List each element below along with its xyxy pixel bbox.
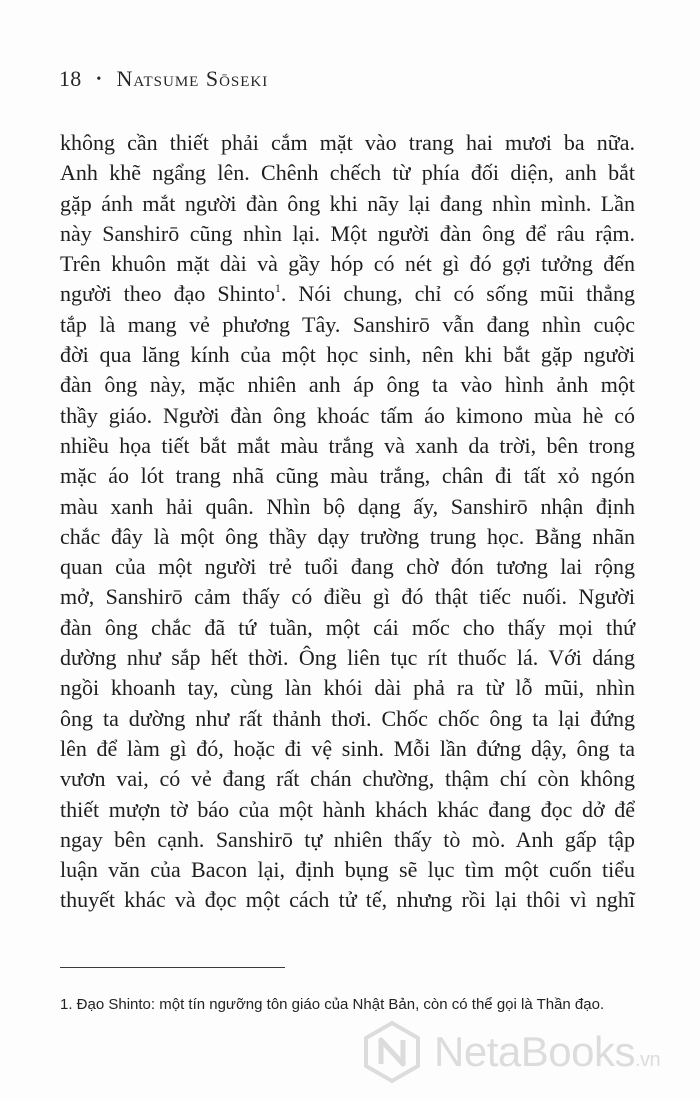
watermark-brand: NetaBooks	[434, 1028, 635, 1075]
watermark-text	[434, 1028, 660, 1076]
body-line: đàn ông này, mặc nhiên anh áp ông ta vào hình ảnh một	[60, 372, 635, 398]
body-line: mặc áo lót trang nhã cũng màu trắng, chân đi tất xỏ ngón	[60, 463, 635, 489]
body-line: thầy giáo. Người đàn ông khoác tấm áo kimono mùa hè có	[60, 402, 635, 428]
watermark	[360, 1020, 660, 1084]
body-line: ngay bên cạnh. Sanshirō tự nhiên thấy tò mò. Anh gấp tập	[60, 826, 635, 852]
footnote-reference: 1	[274, 281, 281, 296]
author-name: Natsume Sōseki	[116, 66, 269, 91]
body-line: mở, Sanshirō cảm thấy có điều gì đó thật tiếc nuối. Người	[60, 584, 635, 610]
body-line: Anh khẽ ngẩng lên. Chênh chếch từ phía đối diện, anh bắt	[60, 160, 635, 186]
body-line: gặp ánh mắt người đàn ông khi nãy lại đang nhìn mình. Lần	[60, 190, 635, 216]
body-line: Trên khuôn mặt dài và gầy hóp có nét gì đó gợi tưởng đến	[60, 251, 635, 277]
body-line: thiết mượn tờ báo của một hành khách khác đang đọc dở để	[60, 796, 635, 822]
body-line-fragment: người theo đạo Shinto	[60, 281, 275, 307]
body-line: lên để làm gì đó, hoặc đi vệ sinh. Mỗi lần đứng dậy, ông ta	[60, 735, 635, 761]
body-line: đàn ông chắc đã tứ tuần, một cái mốc cho thấy mọi thứ	[60, 614, 635, 640]
netabooks-logo-icon	[360, 1020, 424, 1084]
body-line: quan của một người trẻ tuổi đang chờ đón tương lai rộng	[60, 554, 635, 580]
body-line: không cần thiết phải cắm mặt vào trang hai mươi ba nữa.	[60, 130, 635, 155]
body-line: nhiều họa tiết bắt mắt màu trắng và xanh da trời, bên trong	[60, 432, 635, 458]
body-line: ông ta dường như rất thảnh thơi. Chốc chốc ông ta lại đứng	[60, 705, 635, 731]
page-number: 18	[59, 66, 82, 91]
footnote-divider	[60, 967, 285, 968]
body-line-with-footnote	[60, 279, 635, 309]
body-line: này Sanshirō cũng nhìn lại. Một người đàn ông để râu rậm.	[60, 220, 635, 246]
body-line: chắc đây là một ông thầy dạy trường trung học. Bằng nhãn	[60, 523, 635, 549]
running-head	[59, 66, 268, 92]
body-line: màu xanh hải quân. Nhìn bộ dạng ấy, Sanshirō nhận định	[60, 493, 635, 519]
watermark-suffix: .vn	[634, 1049, 661, 1071]
header-separator: •	[96, 72, 102, 87]
footnote: 1. Đạo Shinto: một tín ngưỡng tôn giáo của Nhật Bản, còn có thể gọi là Thần đạo.	[60, 996, 605, 1013]
body-line: ngồi khoanh tay, cùng làn khói dài phả ra từ lỗ mũi, nhìn	[60, 675, 635, 701]
body-line: tắp là mang vẻ phương Tây. Sanshirō vẫn đang nhìn cuộc	[60, 311, 635, 337]
body-line: thuyết khác và đọc một cách tử tế, nhưng rồi lại thôi vì nghĩ	[60, 887, 635, 913]
body-line: vươn vai, có vẻ đang rất chán chường, thậm chí còn không	[60, 766, 635, 792]
body-text	[60, 128, 635, 916]
body-line: đời qua lăng kính của một học sinh, nên khi bắt gặp người	[60, 342, 635, 368]
body-line: dường như sắp hết thời. Ông liên tục rít thuốc lá. Với dáng	[60, 645, 635, 671]
body-line: luận văn của Bacon lại, định bụng sẽ lục tìm một cuốn tiểu	[60, 857, 635, 883]
body-line-fragment: . Nói chung, chỉ có sống mũi thẳng	[280, 281, 635, 307]
